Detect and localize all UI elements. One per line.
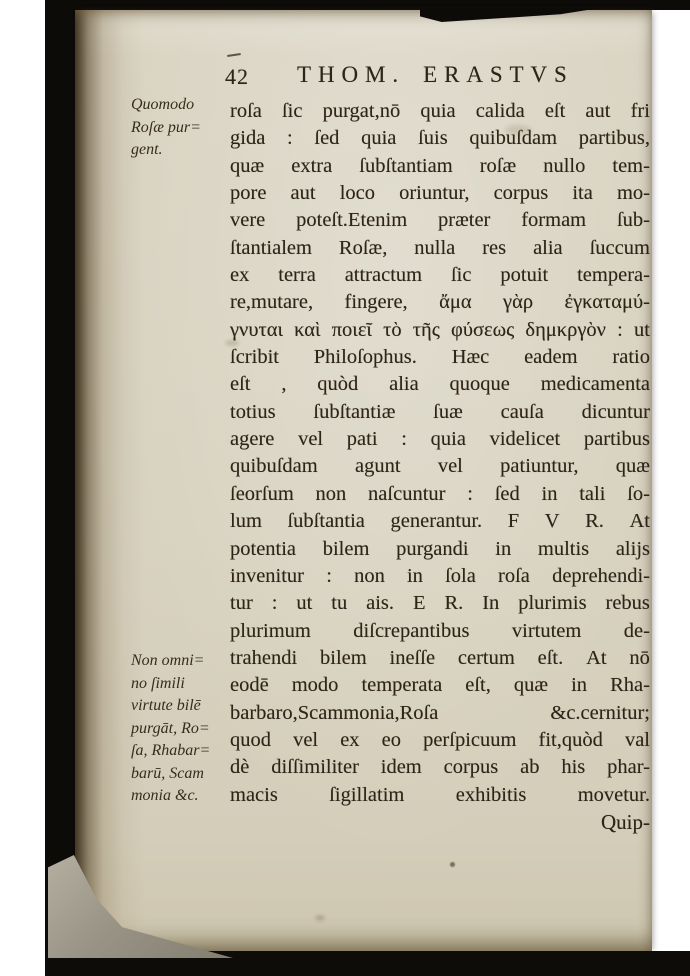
margin-note-line: Non omni=	[131, 652, 205, 669]
margin-note-line: no ſimili	[131, 674, 185, 692]
body-line: quæ extra ſubſtantiam roſæ nullo tem-	[230, 154, 650, 177]
body-line: plurimum diſcrepantibus virtutem de-	[230, 619, 650, 642]
margin-note-line: gent.	[131, 141, 163, 158]
body-line: potentia bilem purgandi in multis alijs	[230, 537, 650, 560]
margin-note-line: Roſæ pur=	[131, 118, 201, 136]
paper-stain	[315, 915, 325, 921]
body-line: γνυται καὶ ποιεῖ τὸ τῆς φύσεως δημκργὸν : ut	[230, 318, 650, 341]
body-line: totius ſubſtantiæ ſuæ cauſa dicuntur	[230, 400, 650, 423]
running-header	[75, 62, 652, 94]
body-line: ex terra attractum ſic potuit tempera-	[230, 264, 650, 287]
stray-ink-mark	[227, 53, 241, 57]
body-line: re,mutare, fingere, ἄμα γὰρ ἐγκαταμύ-	[230, 291, 650, 314]
margin-note-quomodo	[131, 94, 231, 162]
body-line: pore aut loco oriuntur, corpus ita mo-	[230, 182, 650, 205]
body-line: macis ſigillatim exhibitis movetur.	[230, 783, 650, 806]
body-line: lum ſubſtantia generantur. F V R. At	[230, 510, 650, 533]
running-title: THOM. ERASTVS	[297, 62, 574, 87]
body-line: eodē modo temperata eſt, quæ in Rha-	[230, 674, 650, 697]
margin-note-line: barū, Scam	[131, 764, 204, 782]
body-line: ſtantialem Roſæ, nulla res alia ſuccum	[230, 236, 650, 259]
paper-speck	[450, 862, 455, 867]
margin-note-line: virtute bilē	[131, 697, 201, 714]
catchword: Quip-	[601, 810, 650, 834]
body-line: ſcribit Philoſophus. Hæc eadem ratio	[230, 346, 650, 369]
margin-note-non-omnino	[131, 650, 231, 808]
body-line: barbaro,Scammonia,Roſa &c.cernitur;	[230, 701, 650, 724]
margin-note-line: purgāt, Ro=	[131, 719, 210, 737]
body-line: quibuſdam agunt vel patiuntur, quæ	[230, 455, 650, 478]
body-line: quod vel ex eo perſpicuum fit,quòd val	[230, 728, 650, 751]
body-line: tur : ut tu ais. E R. In plurimis rebus	[230, 592, 650, 615]
book-page-paper	[75, 10, 652, 952]
page-number: 42	[225, 64, 249, 89]
margin-note-line: ſa, Rhabar=	[131, 742, 211, 759]
body-text-block	[230, 98, 650, 809]
body-line: invenitur : non in ſola roſa deprehendi-	[230, 564, 650, 587]
body-line: gida : ſed quia ſuis quibuſdam partibus,	[230, 127, 650, 150]
body-line: roſa ſic purgat,nō quia calida eſt aut fri	[230, 100, 650, 122]
body-line: ſeorſum non naſcuntur : ſed in tali ſo-	[230, 482, 650, 505]
margin-note-line: monia &c.	[131, 787, 199, 804]
body-line: dè diſſimiliter idem corpus ab his phar-	[230, 756, 650, 779]
margin-note-line: Quomodo	[131, 96, 195, 113]
body-line: vere poteſt.Etenim præter formam ſub-	[230, 209, 650, 232]
body-line: agere vel pati : quia videlicet partibus	[230, 428, 650, 451]
body-line: eſt , quòd alia quoque medicamenta	[230, 373, 650, 396]
body-line: trahendi bilem ineſſe certum eſt. At nō	[230, 646, 650, 669]
